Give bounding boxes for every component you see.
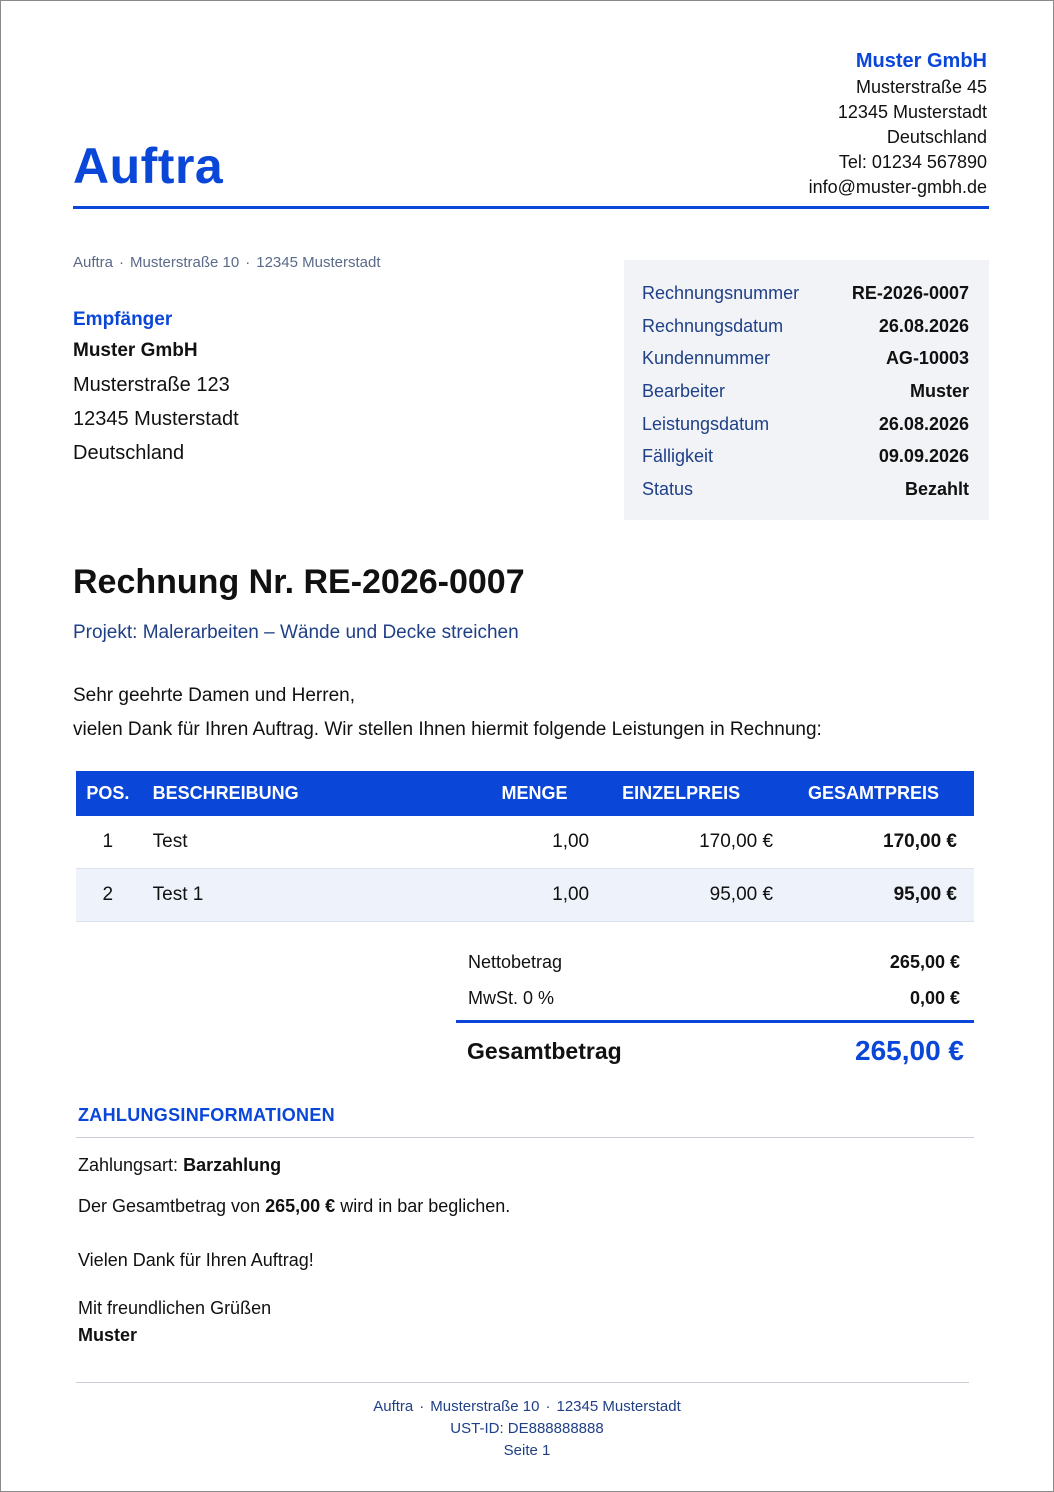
footer-vat-id: UST-ID: DE888888888 bbox=[450, 1420, 604, 1437]
payment-heading: ZAHLUNGSINFORMATIONEN bbox=[78, 1105, 335, 1125]
sender-name: Auftra bbox=[73, 254, 114, 271]
net-amount-value: 265,00 € bbox=[889, 951, 960, 972]
cell-total-price: 95,00 € bbox=[773, 869, 974, 922]
company-address-block bbox=[809, 47, 987, 200]
vat-label: MwSt. 0 % bbox=[468, 987, 555, 1008]
sender-street: Musterstraße 10 bbox=[130, 254, 240, 271]
payment-note-prefix: Der Gesamtbetrag von bbox=[78, 1196, 261, 1216]
info-row-due-date bbox=[642, 440, 969, 473]
column-header-description: BESCHREIBUNG bbox=[140, 771, 480, 816]
cell-pos: 1 bbox=[76, 816, 140, 869]
payment-note bbox=[78, 1196, 510, 1217]
info-value: 09.09.2026 bbox=[878, 446, 969, 466]
recipient-street: Musterstraße 123 bbox=[73, 374, 230, 396]
info-label: Leistungsdatum bbox=[642, 414, 770, 434]
company-email: info@muster-gmbh.de bbox=[808, 177, 987, 197]
info-row-clerk bbox=[642, 375, 969, 408]
sender-line bbox=[73, 254, 381, 271]
project-line: Projekt: Malerarbeiten – Wände und Decke streichen bbox=[73, 622, 519, 643]
footer-page-number: Seite 1 bbox=[503, 1442, 551, 1459]
table-row bbox=[76, 869, 974, 922]
column-header-pos: POS. bbox=[76, 771, 140, 816]
footer-name: Auftra bbox=[373, 1398, 414, 1415]
vat-row bbox=[456, 980, 974, 1016]
info-row-customer-number bbox=[642, 342, 969, 375]
payment-method-label: Zahlungsart: bbox=[78, 1155, 179, 1175]
recipient-country: Deutschland bbox=[73, 442, 185, 464]
sender-city: 12345 Musterstadt bbox=[256, 254, 381, 271]
totals-block bbox=[456, 944, 974, 1079]
payment-method-line bbox=[78, 1155, 281, 1176]
cell-unit-price: 170,00 € bbox=[589, 816, 773, 869]
grand-total-row bbox=[456, 1023, 974, 1079]
signature-name: Muster bbox=[78, 1325, 138, 1345]
column-header-unit-price: EINZELPREIS bbox=[589, 771, 773, 816]
payment-note-suffix: wird in bar beglichen. bbox=[340, 1196, 511, 1216]
header-divider bbox=[73, 206, 989, 209]
greeting-line-2: vielen Dank für Ihren Auftrag. Wir stellen Ihnen hiermit folgende Leistungen in Rechnung: bbox=[73, 719, 822, 740]
payment-note-amount: 265,00 € bbox=[265, 1196, 336, 1216]
footer-street: Musterstraße 10 bbox=[430, 1398, 540, 1415]
net-amount-row bbox=[456, 944, 974, 980]
footer-city: 12345 Musterstadt bbox=[556, 1398, 681, 1415]
recipient-label: Empfänger bbox=[73, 309, 173, 330]
invoice-info-box bbox=[624, 260, 989, 520]
info-row-service-date bbox=[642, 408, 969, 441]
info-label: Kundennummer bbox=[642, 348, 771, 368]
separator-dot: · bbox=[245, 254, 251, 271]
cell-total-price: 170,00 € bbox=[773, 816, 974, 869]
grand-total-value: 265,00 € bbox=[855, 1035, 964, 1066]
separator-dot: · bbox=[545, 1398, 551, 1415]
info-value: RE-2026-0007 bbox=[851, 283, 969, 303]
column-header-quantity: MENGE bbox=[480, 771, 589, 816]
info-label: Status bbox=[642, 479, 694, 499]
info-row-status bbox=[642, 473, 969, 506]
company-street: Musterstraße 45 bbox=[855, 77, 987, 97]
info-row-invoice-date bbox=[642, 310, 969, 343]
separator-dot: · bbox=[119, 254, 125, 271]
company-city: 12345 Musterstadt bbox=[837, 102, 987, 122]
line-items-table bbox=[76, 771, 974, 922]
info-label: Rechnungsnummer bbox=[642, 283, 800, 303]
greeting-text bbox=[73, 679, 822, 747]
greeting-line-1: Sehr geehrte Damen und Herren, bbox=[73, 685, 355, 706]
status-value: Bezahlt bbox=[904, 479, 969, 499]
logo-title: Auftra bbox=[73, 138, 224, 194]
thanks-text: Vielen Dank für Ihren Auftrag! bbox=[78, 1250, 314, 1270]
recipient-name: Muster GmbH bbox=[73, 340, 198, 361]
info-row-invoice-number bbox=[642, 277, 969, 310]
company-phone: Tel: 01234 567890 bbox=[838, 152, 987, 172]
recipient-city: 12345 Musterstadt bbox=[73, 408, 239, 430]
company-name: Muster GmbH bbox=[855, 50, 987, 72]
cell-description: Test bbox=[140, 816, 480, 869]
cell-quantity: 1,00 bbox=[480, 869, 589, 922]
column-header-total-price: GESAMTPREIS bbox=[773, 771, 974, 816]
vat-value: 0,00 € bbox=[909, 987, 960, 1008]
footer-address-line bbox=[1, 1396, 1053, 1418]
table-row bbox=[76, 816, 974, 869]
info-value: 26.08.2026 bbox=[878, 414, 969, 434]
info-label: Fälligkeit bbox=[642, 446, 714, 466]
footer-divider bbox=[76, 1382, 969, 1383]
info-label: Bearbeiter bbox=[642, 381, 726, 401]
cell-description: Test 1 bbox=[140, 869, 480, 922]
info-value: Muster bbox=[909, 381, 969, 401]
cell-pos: 2 bbox=[76, 869, 140, 922]
cell-unit-price: 95,00 € bbox=[589, 869, 773, 922]
recipient-block bbox=[73, 306, 239, 470]
table-header-row bbox=[76, 771, 974, 816]
cell-quantity: 1,00 bbox=[480, 816, 589, 869]
net-amount-label: Nettobetrag bbox=[468, 951, 563, 972]
info-value: AG-10003 bbox=[885, 348, 969, 368]
company-country: Deutschland bbox=[886, 127, 987, 147]
separator-dot: · bbox=[419, 1398, 425, 1415]
regards-text: Mit freundlichen Grüßen bbox=[78, 1298, 272, 1318]
info-value: 26.08.2026 bbox=[878, 316, 969, 336]
invoice-title: Rechnung Nr. RE-2026-0007 bbox=[73, 563, 525, 601]
payment-method-value: Barzahlung bbox=[183, 1155, 282, 1175]
payment-divider bbox=[76, 1137, 974, 1138]
grand-total-label: Gesamtbetrag bbox=[467, 1037, 622, 1064]
info-label: Rechnungsdatum bbox=[642, 316, 784, 336]
